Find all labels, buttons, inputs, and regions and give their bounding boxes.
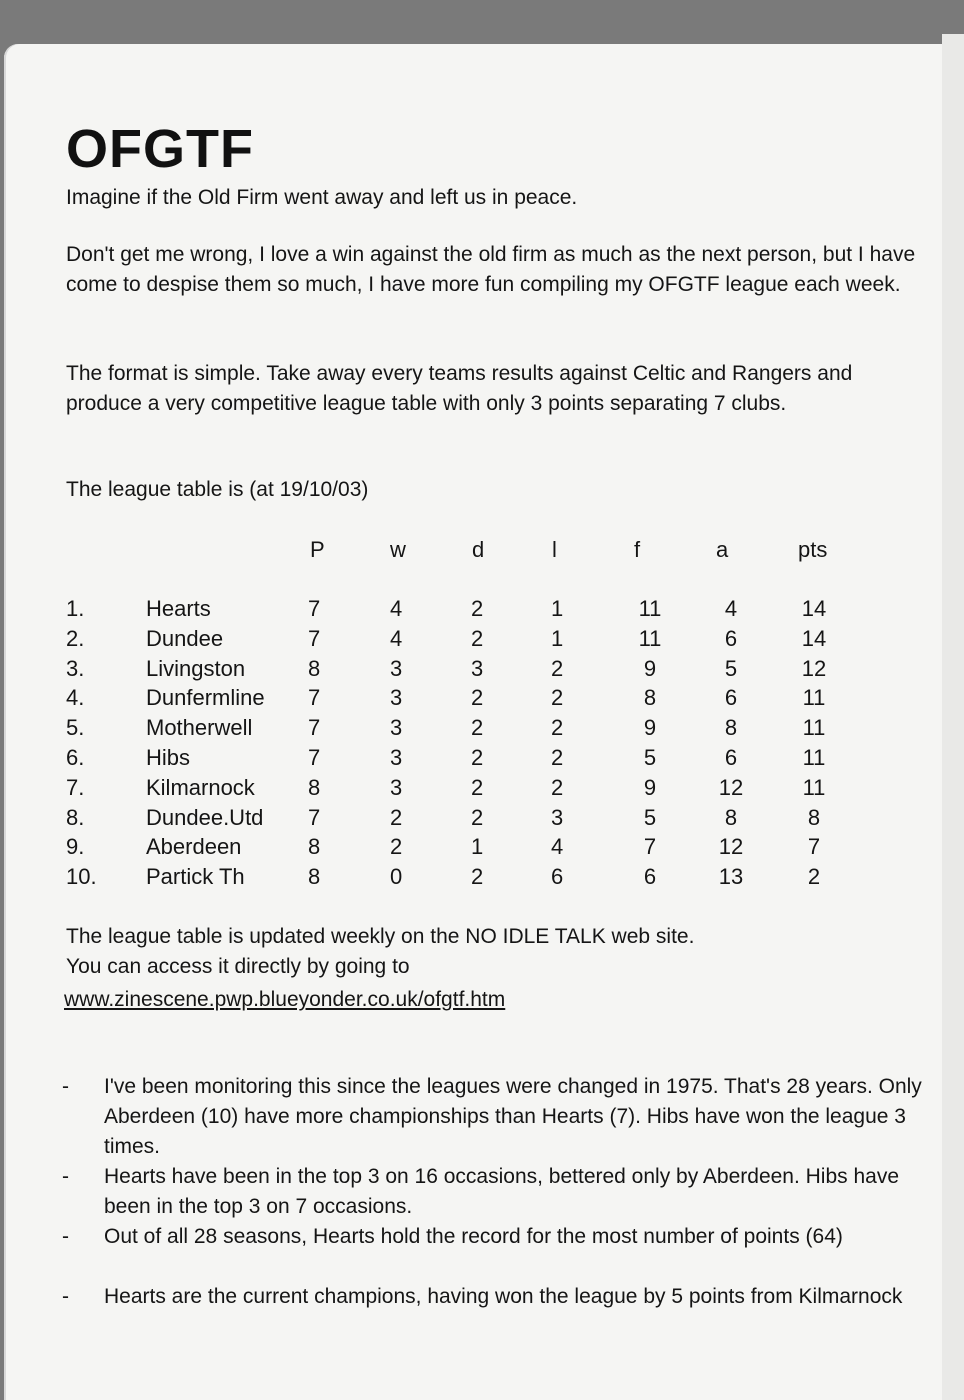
played-cell: 7 [308,625,321,651]
points-cell: 11 [802,685,826,711]
drawn-cell: 2 [471,596,484,621]
bullet-dash: - [62,1075,69,1098]
drawn-cell: 2 [471,685,484,711]
points-cell: 11 [802,715,826,741]
points-cell: 12 [801,655,827,681]
played-cell: 7 [308,596,321,621]
lost-cell: 6 [551,864,564,890]
points-cell: 11 [802,774,826,800]
bullet-championships: I've been monitoring this since the leagues were changed in 1975. That's 28 years. Only Aberdeen (10) have more championships than Hearts (7). Hibs have won the league 3 times. [104,1075,922,1158]
against-cell: 5 [724,655,738,681]
position-cell: 9. [66,834,85,860]
played-cell: 7 [308,715,321,741]
position-cell: 1. [66,596,85,621]
paragraph-format: The format is simple. Take away every teams results against Celtic and Rangers and produce a very competitive league table with only 3 points separating 7 clubs. [66,362,853,415]
lost-cell: 2 [551,745,564,770]
lost-cell: 2 [551,774,564,800]
drawn-cell: 2 [471,625,484,651]
drawn-cell: 2 [471,774,484,800]
update-line-2: You can access it directly by going to [66,955,410,978]
position-cell: 6. [66,745,85,770]
for-cell: 5 [643,745,657,770]
header-for: f [634,537,641,562]
header-played: P [310,537,325,562]
for-cell: 11 [638,596,662,621]
team-cell: Hibs [146,745,191,770]
won-cell: 2 [390,804,403,830]
header-drawn: d [472,537,485,562]
team-cell: Kilmarnock [146,774,255,800]
lost-cell: 4 [551,834,564,860]
position-cell: 4. [66,685,85,711]
for-cell: 9 [643,715,657,741]
against-cell: 13 [718,864,744,890]
header-points: pts [798,537,828,562]
team-cell: Livingston [146,655,246,681]
page-title: OFGTF [66,119,254,179]
for-cell: 5 [643,804,657,830]
intro-line: Imagine if the Old Firm went away and left us in peace. [66,186,578,209]
against-cell: 12 [718,774,744,800]
website-link[interactable]: www.zinescene.pwp.blueyonder.co.uk/ofgtf.htm [64,988,506,1011]
table-intro: The league table is (at 19/10/03) [66,478,369,501]
bullet-points-record: Out of all 28 seasons, Hearts hold the record for the most number of points (64) [104,1225,843,1248]
page-edge [942,34,964,1400]
won-cell: 3 [390,774,403,800]
paragraph-opinion: Don't get me wrong, I love a win against the old firm as much as the next person, but I have come to despise them so much, I have more fun compiling my OFGTF league each week. [66,243,916,296]
for-cell: 8 [643,685,657,711]
played-cell: 8 [308,864,321,890]
header-lost: l [552,537,557,562]
points-cell: 14 [801,596,827,621]
against-cell: 8 [724,715,738,741]
points-cell: 14 [801,625,827,651]
bullet-dash: - [62,1285,69,1308]
against-cell: 8 [724,804,738,830]
drawn-cell: 2 [471,804,484,830]
points-cell: 11 [802,745,826,770]
team-cell: Aberdeen [146,834,242,860]
points-cell: 7 [807,834,821,860]
header-against: a [716,537,729,562]
drawn-cell: 2 [471,864,484,890]
lost-cell: 3 [551,804,564,830]
won-cell: 4 [390,596,403,621]
against-cell: 4 [724,596,738,621]
team-cell: Motherwell [146,715,253,741]
won-cell: 3 [390,685,403,711]
points-cell: 2 [807,864,821,890]
played-cell: 7 [308,745,321,770]
for-cell: 7 [643,834,657,860]
for-cell: 11 [638,625,662,651]
drawn-cell: 3 [471,655,484,681]
bullet-dash: - [62,1165,69,1188]
lost-cell: 1 [551,596,564,621]
lost-cell: 2 [551,715,564,741]
lost-cell: 2 [551,655,564,681]
played-cell: 8 [308,834,321,860]
drawn-cell: 2 [471,715,484,741]
played-cell: 8 [308,774,321,800]
against-cell: 6 [724,625,738,651]
update-line-1: The league table is updated weekly on the NO IDLE TALK web site. [66,925,695,948]
lost-cell: 2 [551,685,564,711]
position-cell: 7. [66,774,85,800]
bullet-dash: - [62,1225,69,1248]
won-cell: 0 [390,864,403,890]
position-cell: 5. [66,715,85,741]
for-cell: 6 [643,864,657,890]
bullet-current-champions: Hearts are the current champions, having won the league by 5 points from Kilmarnock [104,1285,903,1308]
position-cell: 3. [66,655,85,681]
against-cell: 12 [718,834,744,860]
won-cell: 3 [390,655,403,681]
against-cell: 6 [724,745,738,770]
drawn-cell: 2 [471,745,484,770]
bullet-top-three: Hearts have been in the top 3 on 16 occasions, bettered only by Aberdeen. Hibs have been in the top 3 on 7 occasions. [104,1165,900,1218]
team-cell: Dundee.Utd [146,804,264,830]
won-cell: 3 [390,715,403,741]
team-cell: Hearts [146,596,211,621]
position-cell: 2. [66,625,85,651]
points-cell: 8 [807,804,821,830]
for-cell: 9 [643,774,657,800]
team-cell: Partick Th [146,864,245,890]
played-cell: 7 [308,685,321,711]
lost-cell: 1 [551,625,564,651]
team-cell: Dunfermline [146,685,265,711]
position-cell: 10. [66,864,97,890]
for-cell: 9 [643,655,657,681]
played-cell: 8 [308,655,321,681]
against-cell: 6 [724,685,738,711]
header-won: w [390,537,406,562]
position-cell: 8. [66,804,85,830]
team-cell: Dundee [146,625,224,651]
played-cell: 7 [308,804,321,830]
won-cell: 4 [390,625,403,651]
won-cell: 3 [390,745,403,770]
won-cell: 2 [390,834,403,860]
drawn-cell: 1 [471,834,484,860]
